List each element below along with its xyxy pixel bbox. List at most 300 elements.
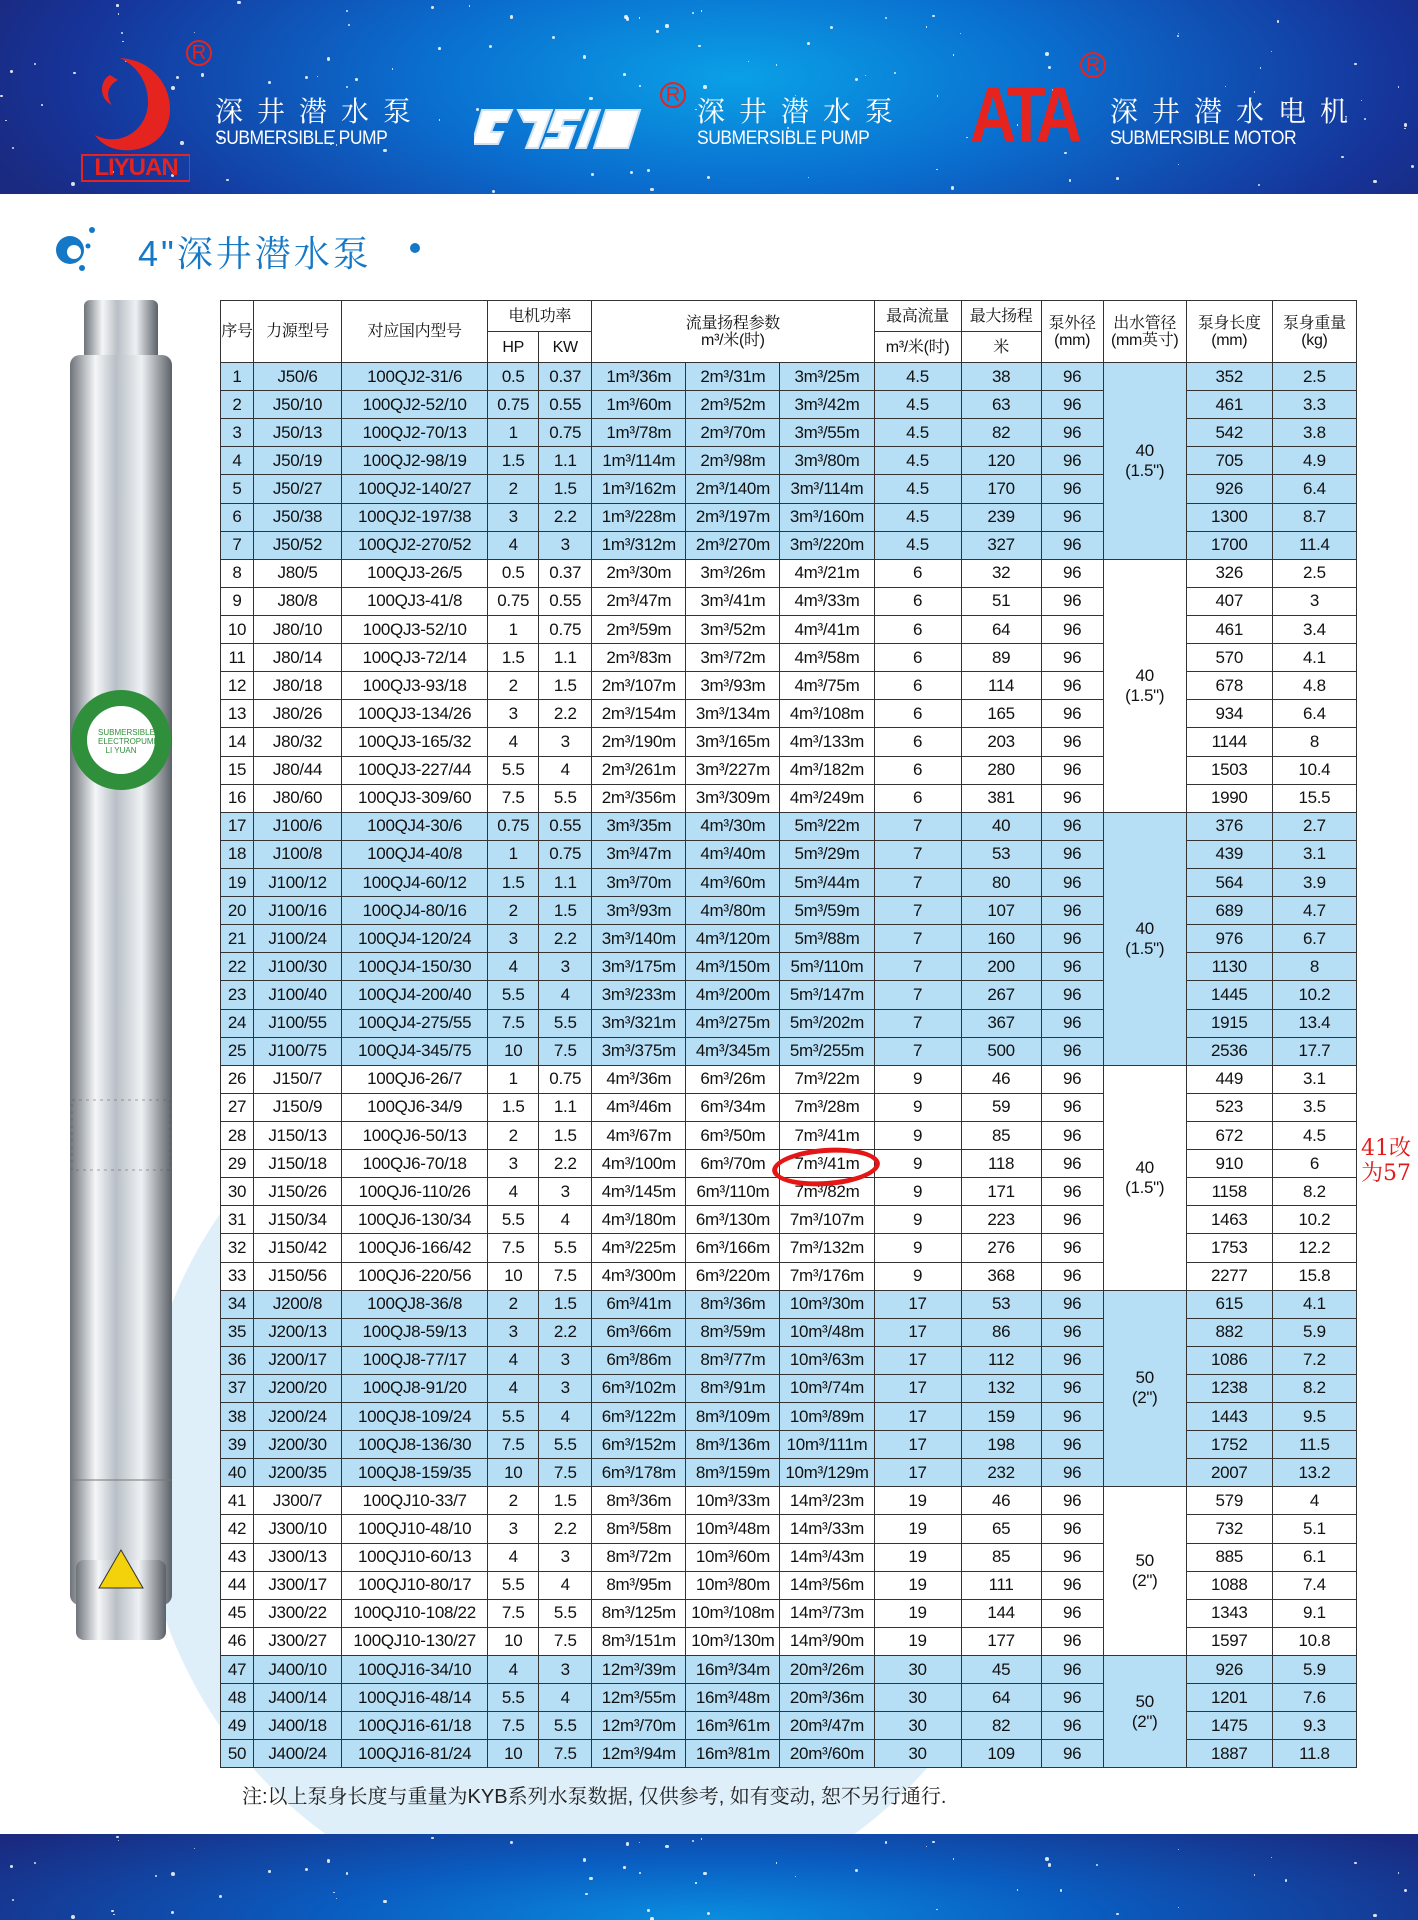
cell-weight: 9.1 xyxy=(1272,1599,1356,1627)
cell-model: J200/20 xyxy=(254,1374,342,1402)
star-decoration xyxy=(583,55,586,58)
star-decoration xyxy=(171,1872,175,1876)
cell-flow-2: 6m³/166m xyxy=(686,1234,780,1262)
cell-domestic-model: 100QJ2-98/19 xyxy=(342,447,488,475)
cell-hp: 1 xyxy=(488,615,539,643)
pipe-inch: (1.5") xyxy=(1125,938,1165,958)
cell-flow-2: 10m³/33m xyxy=(686,1487,780,1515)
cell-domestic-model: 100QJ4-30/6 xyxy=(342,812,488,840)
cell-flow-2: 6m³/26m xyxy=(686,1065,780,1093)
cell-outer-diameter: 96 xyxy=(1041,700,1103,728)
cell-weight: 3.8 xyxy=(1272,419,1356,447)
cell-weight: 8 xyxy=(1272,728,1356,756)
cell-hp: 10 xyxy=(488,1037,539,1065)
cell-flow-3: 3m³/55m xyxy=(780,419,874,447)
table-row xyxy=(221,1346,1357,1374)
cell-model: J80/32 xyxy=(254,728,342,756)
star-decoration xyxy=(936,1909,938,1911)
cell-kw: 1.5 xyxy=(539,475,592,503)
cell-length: 1238 xyxy=(1186,1374,1272,1402)
star-decoration xyxy=(510,15,514,19)
cell-domestic-model: 100QJ3-41/8 xyxy=(342,587,488,615)
cell-flow-1: 2m³/190m xyxy=(592,728,686,756)
cell-flow-1: 12m³/55m xyxy=(592,1684,686,1712)
table-row xyxy=(221,1037,1357,1065)
star-decoration xyxy=(34,1862,36,1864)
cell-flow-1: 3m³/321m xyxy=(592,1009,686,1037)
star-decoration xyxy=(5,120,6,121)
star-decoration xyxy=(317,76,318,77)
cell-outer-diameter: 96 xyxy=(1041,475,1103,503)
cell-flow-2: 6m³/34m xyxy=(686,1093,780,1121)
star-decoration xyxy=(268,81,271,84)
table-row xyxy=(221,1599,1357,1627)
cell-length: 1475 xyxy=(1186,1712,1272,1740)
cell-hp: 2 xyxy=(488,1290,539,1318)
cell-length: 570 xyxy=(1186,644,1272,672)
cell-flow-3: 3m³/42m xyxy=(780,391,874,419)
cell-length: 615 xyxy=(1186,1290,1272,1318)
cell-domestic-model: 100QJ2-70/13 xyxy=(342,419,488,447)
registered-mark-3: R xyxy=(1080,52,1106,78)
cell-weight: 13.2 xyxy=(1272,1459,1356,1487)
cell-flow-1: 8m³/125m xyxy=(592,1599,686,1627)
star-decoration xyxy=(1258,184,1260,186)
cell-model: J80/8 xyxy=(254,587,342,615)
cell-max-head: 85 xyxy=(961,1543,1041,1571)
cell-model: J200/13 xyxy=(254,1318,342,1346)
cell-max-flow: 9 xyxy=(874,1150,961,1178)
cell-model: J300/17 xyxy=(254,1571,342,1599)
star-decoration xyxy=(703,1872,707,1876)
cell-max-flow: 6 xyxy=(874,728,961,756)
cell-outer-diameter: 96 xyxy=(1041,868,1103,896)
cell-kw: 4 xyxy=(539,756,592,784)
cell-kw: 4 xyxy=(539,1571,592,1599)
star-decoration xyxy=(469,5,470,6)
cell-max-head: 144 xyxy=(961,1599,1041,1627)
cell-flow-1: 4m³/36m xyxy=(592,1065,686,1093)
brand-2-cn: 深井潜水泵 xyxy=(697,96,908,127)
cell-flow-3: 4m³/108m xyxy=(780,700,874,728)
cell-flow-2: 10m³/48m xyxy=(686,1515,780,1543)
cell-max-head: 109 xyxy=(961,1740,1041,1768)
cell-length: 672 xyxy=(1186,1121,1272,1149)
brand-1-text xyxy=(215,96,425,150)
cell-flow-1: 12m³/39m xyxy=(592,1656,686,1684)
cell-kw: 0.75 xyxy=(539,840,592,868)
cell-flow-3: 7m³/28m xyxy=(780,1093,874,1121)
star-decoration xyxy=(431,1837,434,1840)
star-decoration xyxy=(855,78,858,81)
cell-outer-diameter: 96 xyxy=(1041,1093,1103,1121)
cell-no: 36 xyxy=(221,1346,254,1374)
cell-model: J200/24 xyxy=(254,1403,342,1431)
cell-length: 926 xyxy=(1186,475,1272,503)
cell-outer-diameter: 96 xyxy=(1041,812,1103,840)
cell-model: J80/10 xyxy=(254,615,342,643)
cell-outer-diameter: 96 xyxy=(1041,559,1103,587)
cell-domestic-model: 100QJ4-40/8 xyxy=(342,840,488,868)
brand-2-en: SUBMERSIBLE PUMP xyxy=(697,128,870,149)
cell-model: J150/26 xyxy=(254,1178,342,1206)
cell-kw: 1.5 xyxy=(539,1121,592,1149)
star-decoration xyxy=(748,61,749,62)
cell-max-flow: 9 xyxy=(874,1234,961,1262)
cell-outlet-pipe xyxy=(1103,1487,1186,1656)
cell-max-flow: 7 xyxy=(874,868,961,896)
table-row xyxy=(221,644,1357,672)
star-decoration xyxy=(1178,33,1179,34)
star-decoration xyxy=(1225,86,1226,87)
table-row xyxy=(221,812,1357,840)
cell-hp: 4 xyxy=(488,1346,539,1374)
table-row xyxy=(221,1543,1357,1571)
star-decoration xyxy=(226,179,229,182)
header-max-flow: 最高流量 xyxy=(874,301,961,332)
cell-hp: 2 xyxy=(488,897,539,925)
cell-weight: 4.1 xyxy=(1272,1290,1356,1318)
cell-weight: 17.7 xyxy=(1272,1037,1356,1065)
cell-length: 882 xyxy=(1186,1318,1272,1346)
brand-1-en: SUBMERSIBLE PUMP xyxy=(215,128,388,149)
cell-flow-1: 4m³/100m xyxy=(592,1150,686,1178)
cell-max-head: 82 xyxy=(961,419,1041,447)
cell-flow-2: 8m³/109m xyxy=(686,1403,780,1431)
cell-kw: 5.5 xyxy=(539,1431,592,1459)
cell-flow-1: 1m³/114m xyxy=(592,447,686,475)
cell-domestic-model: 100QJ2-140/27 xyxy=(342,475,488,503)
cell-weight: 8.7 xyxy=(1272,503,1356,531)
star-decoration xyxy=(1178,1907,1179,1908)
star-decoration xyxy=(639,85,641,87)
pipe-mm: 40 xyxy=(1135,1157,1154,1177)
cell-max-flow: 7 xyxy=(874,981,961,1009)
cell-max-flow: 7 xyxy=(874,840,961,868)
cell-kw: 0.55 xyxy=(539,812,592,840)
star-decoration xyxy=(116,1836,119,1839)
table-row xyxy=(221,1459,1357,1487)
pipe-mm: 40 xyxy=(1135,918,1154,938)
cell-max-flow: 6 xyxy=(874,672,961,700)
cell-weight: 4.5 xyxy=(1272,1121,1356,1149)
cell-outer-diameter: 96 xyxy=(1041,1543,1103,1571)
cell-domestic-model: 100QJ6-34/9 xyxy=(342,1093,488,1121)
cell-flow-1: 6m³/102m xyxy=(592,1374,686,1402)
star-decoration xyxy=(960,33,962,35)
cell-weight: 6.4 xyxy=(1272,475,1356,503)
cell-max-head: 267 xyxy=(961,981,1041,1009)
cell-max-flow: 4.5 xyxy=(874,419,961,447)
table-row xyxy=(221,784,1357,812)
cell-model: J100/55 xyxy=(254,1009,342,1037)
pipe-mm: 40 xyxy=(1135,665,1154,685)
cell-weight: 5.1 xyxy=(1272,1515,1356,1543)
star-decoration xyxy=(807,42,810,45)
cell-hp: 3 xyxy=(488,1515,539,1543)
cell-flow-2: 4m³/40m xyxy=(686,840,780,868)
cell-hp: 2 xyxy=(488,672,539,700)
star-decoration xyxy=(1178,164,1179,165)
cell-max-flow: 19 xyxy=(874,1487,961,1515)
cell-hp: 1 xyxy=(488,1065,539,1093)
pipe-inch: (1.5") xyxy=(1125,685,1165,705)
cell-no: 31 xyxy=(221,1206,254,1234)
cell-flow-2: 16m³/34m xyxy=(686,1656,780,1684)
cell-kw: 1.5 xyxy=(539,897,592,925)
cell-max-flow: 4.5 xyxy=(874,503,961,531)
cell-hp: 2 xyxy=(488,475,539,503)
cell-max-flow: 17 xyxy=(874,1403,961,1431)
star-decoration xyxy=(926,1846,928,1848)
cell-flow-1: 8m³/95m xyxy=(592,1571,686,1599)
cell-flow-2: 3m³/41m xyxy=(686,587,780,615)
cell-outer-diameter: 96 xyxy=(1041,1065,1103,1093)
table-row xyxy=(221,363,1357,391)
cell-length: 1300 xyxy=(1186,503,1272,531)
cell-model: J80/60 xyxy=(254,784,342,812)
star-decoration xyxy=(336,1898,337,1899)
cell-hp: 0.75 xyxy=(488,587,539,615)
cell-model: J50/19 xyxy=(254,447,342,475)
cell-outer-diameter: 96 xyxy=(1041,784,1103,812)
star-decoration xyxy=(665,24,668,27)
cell-flow-1: 12m³/94m xyxy=(592,1740,686,1768)
cell-outer-diameter: 96 xyxy=(1041,756,1103,784)
table-row xyxy=(221,587,1357,615)
cell-no: 22 xyxy=(221,953,254,981)
cell-kw: 7.5 xyxy=(539,1037,592,1065)
table-row xyxy=(221,1515,1357,1543)
brand-2-text xyxy=(697,96,907,150)
cell-max-flow: 17 xyxy=(874,1431,961,1459)
cell-model: J150/42 xyxy=(254,1234,342,1262)
pipe-mm: 50 xyxy=(1135,1551,1154,1571)
cell-outer-diameter: 96 xyxy=(1041,1346,1103,1374)
table-row xyxy=(221,1318,1357,1346)
cell-hp: 10 xyxy=(488,1262,539,1290)
star-decoration xyxy=(305,76,308,79)
cell-model: J100/40 xyxy=(254,981,342,1009)
cell-kw: 7.5 xyxy=(539,1459,592,1487)
star-decoration xyxy=(71,1915,75,1919)
star-decoration xyxy=(936,169,938,171)
cell-flow-3: 7m³/41m xyxy=(780,1121,874,1149)
cell-outer-diameter: 96 xyxy=(1041,644,1103,672)
cell-hp: 0.75 xyxy=(488,391,539,419)
cell-hp: 5.5 xyxy=(488,1684,539,1712)
cell-hp: 3 xyxy=(488,700,539,728)
star-decoration xyxy=(492,190,495,193)
ata-logo-text: ATA xyxy=(970,70,1078,158)
cell-no: 4 xyxy=(221,447,254,475)
cell-flow-1: 3m³/175m xyxy=(592,953,686,981)
cell-kw: 3 xyxy=(539,728,592,756)
star-decoration xyxy=(346,1872,349,1875)
cell-length: 1088 xyxy=(1186,1571,1272,1599)
table-row xyxy=(221,1374,1357,1402)
table-row xyxy=(221,503,1357,531)
cell-model: J400/24 xyxy=(254,1740,342,1768)
cell-no: 25 xyxy=(221,1037,254,1065)
cell-outlet-pipe xyxy=(1103,1065,1186,1290)
cell-model: J100/12 xyxy=(254,868,342,896)
cell-hp: 1.5 xyxy=(488,644,539,672)
cell-weight: 9.5 xyxy=(1272,1403,1356,1431)
cell-flow-1: 6m³/122m xyxy=(592,1403,686,1431)
cell-max-flow: 6 xyxy=(874,644,961,672)
cell-weight: 4.1 xyxy=(1272,644,1356,672)
cell-flow-2: 2m³/52m xyxy=(686,391,780,419)
cell-outer-diameter: 96 xyxy=(1041,1459,1103,1487)
cell-max-head: 40 xyxy=(961,812,1041,840)
cell-weight: 6.4 xyxy=(1272,700,1356,728)
cell-domestic-model: 100QJ2-270/52 xyxy=(342,531,488,559)
star-decoration xyxy=(219,1895,222,1898)
table-row xyxy=(221,897,1357,925)
cell-hp: 4 xyxy=(488,953,539,981)
star-decoration xyxy=(1116,1913,1119,1916)
cell-kw: 2.2 xyxy=(539,503,592,531)
table-row xyxy=(221,1487,1357,1515)
star-decoration xyxy=(639,1842,640,1843)
cell-flow-2: 3m³/227m xyxy=(686,756,780,784)
cell-max-head: 53 xyxy=(961,840,1041,868)
cell-hp: 1.5 xyxy=(488,868,539,896)
cell-flow-2: 10m³/108m xyxy=(686,1599,780,1627)
cell-max-head: 276 xyxy=(961,1234,1041,1262)
cell-max-flow: 30 xyxy=(874,1712,961,1740)
cell-no: 7 xyxy=(221,531,254,559)
cell-flow-3: 7m³/82m xyxy=(780,1178,874,1206)
star-decoration xyxy=(1373,180,1377,184)
cell-length: 1990 xyxy=(1186,784,1272,812)
star-decoration xyxy=(237,1,241,5)
cell-max-flow: 4.5 xyxy=(874,531,961,559)
pump-label: SUBMERSIBLE ELECTROPUMPS LI YUAN xyxy=(98,728,165,755)
cell-max-head: 159 xyxy=(961,1403,1041,1431)
cell-max-flow: 9 xyxy=(874,1206,961,1234)
cell-kw: 4 xyxy=(539,1403,592,1431)
cell-flow-2: 3m³/309m xyxy=(686,784,780,812)
cell-model: J50/10 xyxy=(254,391,342,419)
cell-max-head: 114 xyxy=(961,672,1041,700)
cell-flow-2: 10m³/130m xyxy=(686,1627,780,1655)
cell-hp: 5.5 xyxy=(488,981,539,1009)
cell-domestic-model: 100QJ3-26/5 xyxy=(342,559,488,587)
cell-hp: 10 xyxy=(488,1740,539,1768)
cell-outer-diameter: 96 xyxy=(1041,1571,1103,1599)
footnote: 注:以上泵身长度与重量为KYB系列水泵数据, 仅供参考, 如有变动, 恕不另行通行. xyxy=(242,1786,947,1808)
cell-outer-diameter: 96 xyxy=(1041,1712,1103,1740)
cell-max-head: 86 xyxy=(961,1318,1041,1346)
pipe-mm: 50 xyxy=(1135,1368,1154,1388)
star-decoration xyxy=(932,1841,934,1843)
header-outer-diameter: 泵外径 (mm) xyxy=(1041,301,1103,363)
liyuan-logo xyxy=(80,50,190,182)
cell-flow-3: 20m³/26m xyxy=(780,1656,874,1684)
cell-length: 542 xyxy=(1186,419,1272,447)
cell-max-flow: 9 xyxy=(874,1178,961,1206)
cell-weight: 3.5 xyxy=(1272,1093,1356,1121)
star-decoration xyxy=(855,1869,858,1872)
cell-no: 47 xyxy=(221,1656,254,1684)
cell-no: 14 xyxy=(221,728,254,756)
cell-no: 15 xyxy=(221,756,254,784)
table-row xyxy=(221,1234,1357,1262)
cell-hp: 3 xyxy=(488,1150,539,1178)
cell-outer-diameter: 96 xyxy=(1041,615,1103,643)
cell-flow-3: 20m³/47m xyxy=(780,1712,874,1740)
cell-max-flow: 4.5 xyxy=(874,363,961,391)
cell-weight: 10.2 xyxy=(1272,1206,1356,1234)
cell-max-head: 280 xyxy=(961,756,1041,784)
cell-kw: 3 xyxy=(539,531,592,559)
table-row xyxy=(221,615,1357,643)
star-decoration xyxy=(623,73,626,76)
cell-max-head: 111 xyxy=(961,1571,1041,1599)
cell-length: 376 xyxy=(1186,812,1272,840)
star-decoration xyxy=(692,1840,694,1842)
cell-model: J100/75 xyxy=(254,1037,342,1065)
cell-kw: 3 xyxy=(539,1543,592,1571)
cell-length: 678 xyxy=(1186,672,1272,700)
cell-kw: 4 xyxy=(539,1206,592,1234)
cell-max-head: 200 xyxy=(961,953,1041,981)
cell-hp: 4 xyxy=(488,531,539,559)
cell-max-head: 171 xyxy=(961,1178,1041,1206)
cell-length: 1445 xyxy=(1186,981,1272,1009)
cell-flow-3: 5m³/29m xyxy=(780,840,874,868)
table-row xyxy=(221,559,1357,587)
table-row xyxy=(221,756,1357,784)
cell-weight: 3.9 xyxy=(1272,868,1356,896)
cell-domestic-model: 100QJ4-275/55 xyxy=(342,1009,488,1037)
cell-max-flow: 30 xyxy=(874,1740,961,1768)
cell-domestic-model: 100QJ10-108/22 xyxy=(342,1599,488,1627)
cell-flow-1: 1m³/60m xyxy=(592,391,686,419)
star-decoration xyxy=(155,1875,157,1877)
star-decoration xyxy=(795,1876,797,1878)
cell-model: J100/8 xyxy=(254,840,342,868)
table-body xyxy=(221,363,1357,1768)
cell-hp: 7.5 xyxy=(488,1431,539,1459)
cell-kw: 1.1 xyxy=(539,447,592,475)
brand-3-text xyxy=(1110,96,1362,150)
cell-flow-2: 2m³/70m xyxy=(686,419,780,447)
cell-kw: 3 xyxy=(539,1374,592,1402)
header-max-flow-unit: m³/米(时) xyxy=(874,332,961,363)
cell-flow-3: 5m³/22m xyxy=(780,812,874,840)
cell-max-head: 63 xyxy=(961,391,1041,419)
cell-max-head: 59 xyxy=(961,1093,1041,1121)
cell-max-flow: 7 xyxy=(874,812,961,840)
cell-max-flow: 6 xyxy=(874,700,961,728)
cell-length: 407 xyxy=(1186,587,1272,615)
cell-flow-1: 3m³/140m xyxy=(592,925,686,953)
cell-domestic-model: 100QJ4-120/24 xyxy=(342,925,488,953)
cell-flow-1: 8m³/151m xyxy=(592,1627,686,1655)
star-decoration xyxy=(116,4,119,7)
cell-outer-diameter: 96 xyxy=(1041,1206,1103,1234)
cell-hp: 0.75 xyxy=(488,812,539,840)
cell-outer-diameter: 96 xyxy=(1041,981,1103,1009)
cell-flow-2: 16m³/48m xyxy=(686,1684,780,1712)
star-decoration xyxy=(698,45,701,48)
cell-kw: 1.5 xyxy=(539,672,592,700)
cell-flow-2: 6m³/70m xyxy=(686,1150,780,1178)
cell-kw: 3 xyxy=(539,1346,592,1374)
